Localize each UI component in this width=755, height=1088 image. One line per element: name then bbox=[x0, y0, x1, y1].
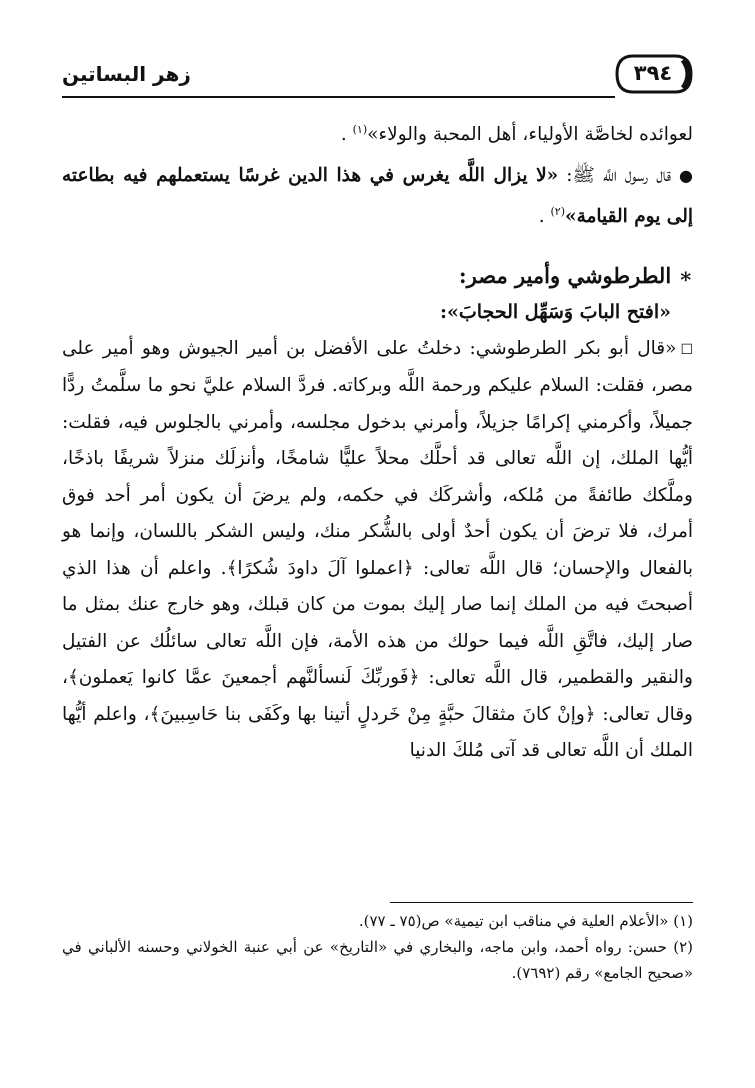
section-heading-text: الطرطوشي وأمير مصر: bbox=[458, 262, 672, 288]
hadith-paragraph bbox=[62, 158, 693, 236]
opening-line-end: . bbox=[340, 124, 347, 146]
star-icon: ∗ bbox=[678, 262, 693, 288]
square-marker-icon: ☐ bbox=[680, 341, 693, 358]
footnote-2: (٢) حسن: رواه أحمد، وابن ماجه، والبخاري في «التاريخ» عن أبي عنبة الخولاني وحسنه الألباني في «صحيح الجامع» رقم (٧٦٩٢). bbox=[62, 938, 693, 982]
opening-line-text: لعوائده لخاصَّة الأولياء، أهل المحبة والولاء» bbox=[367, 124, 693, 146]
page-number: ٣٩٤ bbox=[633, 61, 673, 85]
page-body bbox=[62, 112, 693, 770]
footnote-ref-2: (٢) bbox=[550, 205, 566, 219]
footnotes bbox=[62, 908, 693, 986]
footnote-1: (١) «الأعلام العلية في مناقب ابن تيمية» ص(٧٥ ـ ٧٧). bbox=[358, 912, 693, 930]
page-number-badge bbox=[613, 54, 693, 94]
hadith-text: «لا يزال اللَّه يغرس في هذا الدين غرسًا يستعملهم فيه بطاعته إلى يوم القيامة» bbox=[62, 164, 693, 228]
hadith-end: . bbox=[538, 206, 545, 228]
section-subheading: «افتح البابَ وَسَهِّل الحجابَ»: bbox=[440, 301, 671, 324]
opening-line bbox=[62, 112, 693, 154]
section-heading bbox=[62, 258, 693, 295]
book-title: زهر البساتين bbox=[62, 62, 191, 86]
footnote-ref-1: (١) bbox=[352, 123, 368, 136]
bullet-icon: ● bbox=[679, 165, 693, 185]
page-header bbox=[62, 54, 693, 98]
hadith-intro: قال رسول اللَّه ﷺ: bbox=[566, 164, 672, 186]
main-paragraph bbox=[62, 331, 693, 770]
header-divider bbox=[62, 96, 615, 98]
main-paragraph-text: «قال أبو بكر الطرطوشي: دخلتُ على الأفضل بن أمير الجيوش وهو أمير على مصر، فقلت: السلام عليكم ورحمة اللَّه وبركاته. فردَّ السلام عليَّ نحو ما سلَّمتُ ردًّا جميلاً، وأكرمني إكرامًا جزيلاً، وأمرني بدخول مجلسه، وأمرني بالجلوس فيه، فقلت: أيُّها الملك، إن اللَّه تعالى قد أحلَّك محلاً عليًّا شامخًا، وأنزلَك منزلاً شريفًا باذخًا، وملَّكك طائفةً من مُلكه، وأشركَك في حكمه، ولم يرضَ أن يكون أمر أحد فوق أمرك، فلا ترضَ أن يكون أحدٌ أولى بالشُّكر منك، وليس الشكر باللسان، وإنما هو بالفعال والإحسان؛ قال اللَّه تعالى: ﴿اعملوا آلَ داودَ شُكرًا﴾. واعلم أن هذا الذي أصبحتَ فيه من الملك إنما صار إليك بموت من كان قبلك، وهو خارج عنك بمثل ما صار إليك، فاتَّقِ اللَّه فيما حولك من هذه الأمة، فإن اللَّه تعالى سائلُك عن الفتيل والنقير والقطمير، قال اللَّه تعالى: ﴿فَوربِّكَ لَنسألنَّهم أجمعينَ عمَّا كانوا يَعملون﴾، وقال تعالى: ﴿وإنْ كانَ مثقالَ حبَّةٍ مِنْ خَردلٍ أتينا بها وكَفَى بنا حَاسِبينَ﴾، واعلم أيُّها الملك أن اللَّه تعالى قد آتى مُلكَ الدنيا bbox=[62, 337, 693, 762]
footnote-divider bbox=[390, 902, 693, 903]
